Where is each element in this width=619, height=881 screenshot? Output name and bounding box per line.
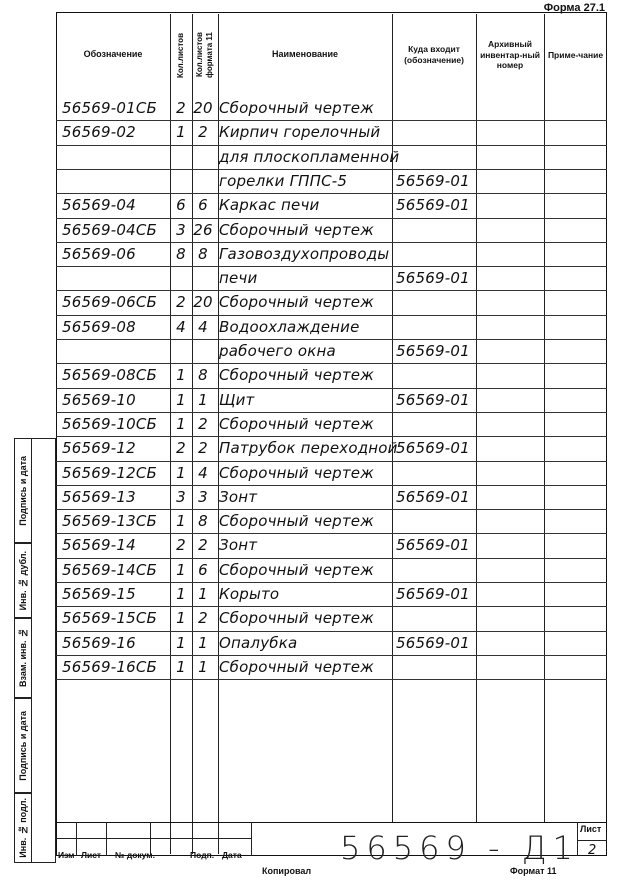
row-name: Сборочный чертеж [219,414,374,433]
row-divider [56,266,607,267]
row-divider [56,485,607,486]
row-format: 1 [198,390,208,409]
header-name: Наименование [271,49,339,60]
row-designation: 56569-04 [62,196,136,215]
row-where-used: 56569-01 [396,439,470,458]
row-format: 1 [198,633,208,652]
row-divider [56,436,607,437]
row-sheets: 1 [176,366,186,385]
row-name: Газовоздухопроводы [219,244,390,263]
row-divider [56,388,607,389]
row-designation: 56569-16 [62,633,136,652]
row-divider [56,631,607,632]
row-format: 6 [198,560,208,579]
row-sheets: 1 [176,463,186,482]
tb-list: Лист [81,850,102,860]
row-sheets: 1 [176,123,186,142]
row-name: Сборочный чертеж [219,220,374,239]
row-divider [56,315,607,316]
row-name: Водоохлаждение [219,317,360,336]
row-where-used: 56569-01 [396,171,470,190]
row-name: Каркас печи [219,196,320,215]
row-name: Сборочный чертеж [219,366,374,385]
row-sheets: 4 [176,317,186,336]
row-designation: 56569-16СБ [62,657,157,676]
row-name: Сборочный чертеж [219,560,374,579]
row-divider [56,218,607,219]
row-sheets: 2 [176,536,186,555]
row-format: 1 [198,585,208,603]
row-divider [56,461,607,462]
row-name: Сборочный чертеж [219,609,374,628]
row-format: 20 [193,293,213,312]
row-format: 26 [193,220,213,239]
row-divider [56,193,607,194]
row-sheets: 3 [176,487,186,506]
row-where-used: 56569-01 [396,633,470,652]
side-stamp-orig-inv: Инв. № подл. [14,793,32,863]
col-divider [392,14,393,822]
row-designation: 56569-08 [62,317,136,336]
row-name: Корыто [219,585,280,603]
row-divider [56,290,607,291]
row-sheets: 8 [176,244,186,263]
row-name: Кирпич горелочный [219,123,381,142]
row-designation: 56569-12СБ [62,463,157,482]
row-designation: 56569-02 [62,123,136,142]
row-divider [56,606,607,607]
row-format: 3 [198,487,208,506]
header-format: Кол.листов формата 11 [195,32,214,78]
row-format: 4 [198,317,208,336]
row-where-used: 56569-01 [396,390,470,409]
title-block-line [577,840,607,841]
row-format: 4 [198,463,208,482]
row-divider [56,339,607,340]
row-divider [56,363,607,364]
row-where-used: 56569-01 [396,585,470,603]
row-sheets: 1 [176,657,186,676]
row-where-used: 56569-01 [396,342,470,360]
row-divider [56,509,607,510]
row-sheets: 2 [176,439,186,458]
row-name: Зонт [219,536,258,555]
row-designation: 56569-15 [62,585,136,603]
row-sheets: 1 [176,633,186,652]
row-format: 2 [198,414,208,433]
row-format: 2 [198,609,208,628]
row-designation: 56569-06СБ [62,293,157,312]
header-designation: Обозначение [83,49,143,60]
row-designation: 56569-12 [62,439,136,458]
row-sheets: 6 [176,196,186,215]
tb-doc: № докум. [115,850,155,860]
title-block-line [76,822,77,856]
row-sheets: 1 [176,414,186,433]
row-designation: 56569-13 [62,487,136,506]
row-designation: 56569-10СБ [62,414,157,433]
row-format: 8 [198,366,208,385]
row-sheets: 1 [176,390,186,409]
row-divider [56,582,607,583]
header-format-cell [192,14,218,96]
row-sheets: 1 [176,585,186,603]
row-sheets: 1 [176,512,186,531]
row-where-used: 56569-01 [396,487,470,506]
title-block-line [106,822,107,856]
tb-izm: Изм [58,850,75,860]
row-name: рабочего окна [219,342,336,360]
row-format: 2 [198,439,208,458]
row-divider [56,169,607,170]
row-name: Сборочный чертеж [219,512,374,531]
row-designation: 56569-10 [62,390,136,409]
row-name: Щит [219,390,255,409]
row-designation: 56569-15СБ [62,609,157,628]
row-divider [56,145,607,146]
col-divider [170,14,171,854]
row-sheets: 2 [176,99,186,117]
row-divider [56,679,607,680]
row-sheets: 3 [176,220,186,239]
header-sheets: Кол.листов [176,32,185,78]
row-divider [56,242,607,243]
header-where-used: Куда входит (обозначение) [404,44,464,65]
row-name: Опалубка [219,633,298,652]
row-format: 20 [193,99,213,117]
tb-sign: Подп. [190,850,215,860]
row-sheets: 2 [176,293,186,312]
row-name: горелки ГППС-5 [219,171,348,190]
row-name: Патрубок переходной [219,439,398,458]
row-format: 6 [198,196,208,215]
side-stamp-fill [32,438,56,863]
row-divider [56,655,607,656]
format-label: Формат 11 [510,866,557,876]
col-divider [544,14,545,822]
row-designation: 56569-14СБ [62,560,157,579]
row-name: для плоскопламенной [219,147,400,166]
form-label: Форма 27.1 [543,2,605,14]
row-divider [56,120,607,121]
row-where-used: 56569-01 [396,536,470,555]
row-name: Сборочный чертеж [219,463,374,482]
row-format: 2 [198,536,208,555]
row-divider [56,533,607,534]
header-sheets-cell [170,14,192,96]
row-designation: 56569-08СБ [62,366,157,385]
copied-label: Копировал [262,866,312,876]
row-name: Сборочный чертеж [219,293,374,312]
header-note: Приме-чание [547,49,604,60]
row-designation: 56569-14 [62,536,136,555]
row-name: Сборочный чертеж [219,657,374,676]
document-number: 56569 - Д1 [340,829,579,867]
row-format: 2 [198,123,208,142]
row-name: Зонт [219,487,258,506]
row-designation: 56569-13СБ [62,512,157,531]
row-sheets: 1 [176,609,186,628]
row-designation: 56569-04СБ [62,220,157,239]
row-where-used: 56569-01 [396,196,470,215]
row-format: 8 [198,244,208,263]
tb-date: Дата [222,850,242,860]
row-where-used: 56569-01 [396,269,470,288]
title-block-line [56,838,251,839]
side-stamp-sign-date-1: Подпись и дата [14,438,32,543]
row-sheets: 1 [176,560,186,579]
row-designation: 56569-06 [62,244,136,263]
row-format: 8 [198,512,208,531]
header-archive: Архивный инвентар-ный номер [480,39,540,71]
side-stamp-sign-date-2: Подпись и дата [14,698,32,793]
tb-sheet-label: Лист [580,824,602,834]
row-divider [56,412,607,413]
tb-sheet-number: 2 [588,843,597,858]
col-divider [476,14,477,822]
side-stamp-replace-inv: Взам. инв. № [14,618,32,698]
row-name: Сборочный чертеж [219,99,374,117]
title-block-line [251,822,252,856]
row-format: 1 [198,657,208,676]
row-designation: 56569-01СБ [62,99,157,117]
row-divider [56,558,607,559]
side-stamp-dup-inv: Инв. № дубл. [14,543,32,618]
row-name: печи [219,269,258,288]
